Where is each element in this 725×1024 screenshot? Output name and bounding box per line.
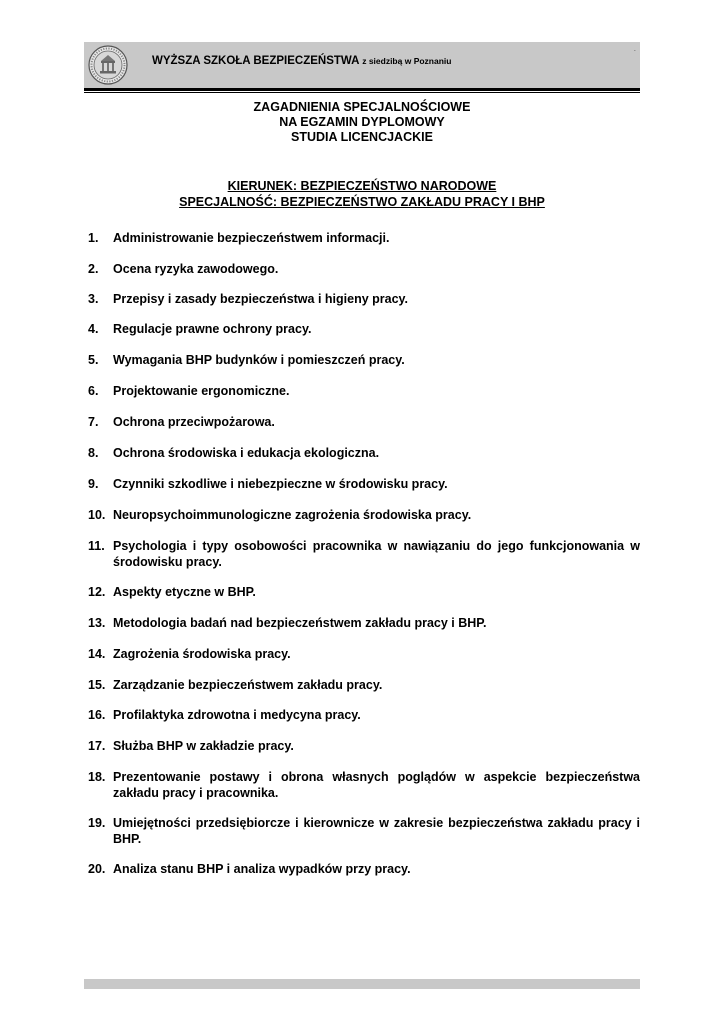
topic-item — [88, 291, 640, 307]
topic-text: Ochrona środowiska i edukacja ekologiczna. — [113, 446, 380, 460]
topic-number: 15. — [88, 678, 106, 692]
topic-text: Czynniki szkodliwe i niebezpieczne w środowisku pracy. — [113, 477, 448, 491]
topic-text: Wymagania BHP budynków i pomieszczeń pracy. — [113, 353, 405, 367]
topic-number: 18. — [88, 770, 106, 784]
topic-text: Metodologia badań nad bezpieczeństwem zakładu pracy i BHP. — [113, 616, 487, 630]
topic-text: Służba BHP w zakładzie pracy. — [113, 739, 294, 753]
topic-text: Psychologia i typy osobowości pracownika w nawiązaniu do jego funkcjonowania w środowisku pracy. — [113, 539, 640, 569]
topic-text: Regulacje prawne ochrony pracy. — [113, 322, 312, 336]
direction-heading: KIERUNEK: BEZPIECZEŃSTWO NARODOWE — [227, 179, 497, 193]
topic-number: 19. — [88, 816, 106, 830]
topic-text: Analiza stanu BHP i analiza wypadków przy pracy. — [113, 862, 411, 876]
footer-bar — [84, 979, 640, 989]
title-line-2: NA EGZAMIN DYPLOMOWY — [279, 115, 445, 129]
topic-item — [88, 445, 640, 461]
topic-text: Profilaktyka zdrowotna i medycyna pracy. — [113, 708, 361, 722]
topic-item — [88, 646, 640, 662]
topic-item — [88, 414, 640, 430]
title-line-3: STUDIA LICENCJACKIE — [291, 130, 433, 144]
topic-item — [88, 677, 640, 693]
header-rule-thin — [84, 92, 640, 93]
topic-item — [88, 230, 640, 246]
topic-number: 2. — [88, 262, 99, 276]
topic-number: 14. — [88, 647, 106, 661]
topic-item — [88, 476, 640, 492]
topic-item — [88, 538, 640, 570]
topic-item — [88, 707, 640, 723]
topic-item — [88, 615, 640, 631]
topic-number: 8. — [88, 446, 99, 460]
topic-text: Ochrona przeciwpożarowa. — [113, 415, 275, 429]
topic-text: Projektowanie ergonomiczne. — [113, 384, 290, 398]
topic-text: Ocena ryzyka zawodowego. — [113, 262, 279, 276]
topic-item — [88, 769, 640, 801]
topic-item — [88, 261, 640, 277]
topic-item — [88, 861, 640, 877]
topic-item — [88, 352, 640, 368]
topic-number: 9. — [88, 477, 99, 491]
document-subtitle — [84, 178, 640, 210]
topic-number: 3. — [88, 292, 99, 306]
topic-number: 7. — [88, 415, 99, 429]
topic-text: Przepisy i zasady bezpieczeństwa i higieny pracy. — [113, 292, 409, 306]
topic-number: 16. — [88, 708, 106, 722]
topic-number: 1. — [88, 231, 99, 245]
topic-text: Administrowanie bezpieczeństwem informacji. — [113, 231, 390, 245]
corner-mark: . — [633, 44, 636, 53]
school-location: z siedzibą w Poznaniu — [362, 56, 452, 66]
topic-item — [88, 383, 640, 399]
header-rule — [84, 88, 640, 91]
topic-number: 6. — [88, 384, 99, 398]
school-name: WYŻSZA SZKOŁA BEZPIECZEŃSTWA — [152, 55, 359, 67]
topic-item — [88, 584, 640, 600]
topic-item — [88, 507, 640, 523]
topic-item — [88, 738, 640, 754]
topic-text: Umiejętności przedsiębiorcze i kierownicze w zakresie bezpieczeństwa zakładu pracy i BHP. — [113, 816, 640, 846]
topic-text: Prezentowanie postawy i obrona własnych poglądów w aspekcie bezpieczeństwa zakładu pracy i pracownika. — [113, 770, 640, 800]
topic-number: 20. — [88, 862, 106, 876]
topic-number: 10. — [88, 508, 106, 522]
topic-number: 17. — [88, 739, 106, 753]
school-name-line — [152, 55, 451, 67]
document-header — [84, 42, 640, 88]
topic-text: Zagrożenia środowiska pracy. — [113, 647, 291, 661]
title-line-1: ZAGADNIENIA SPECJALNOŚCIOWE — [253, 100, 471, 114]
topic-text: Neuropsychoimmunologiczne zagrożenia środowiska pracy. — [113, 508, 472, 522]
topic-number: 4. — [88, 322, 99, 336]
topic-item — [88, 321, 640, 337]
topic-number: 12. — [88, 585, 106, 599]
specialization-heading: SPECJALNOŚĆ: BEZPIECZEŃSTWO ZAKŁADU PRACY I BHP — [179, 195, 545, 209]
topic-item — [88, 815, 640, 847]
topic-number: 5. — [88, 353, 99, 367]
document-title — [84, 100, 640, 145]
topic-number: 13. — [88, 616, 106, 630]
topic-number: 11. — [88, 539, 105, 553]
topic-text: Aspekty etyczne w BHP. — [113, 585, 256, 599]
school-emblem-icon — [88, 45, 128, 85]
topic-text: Zarządzanie bezpieczeństwem zakładu pracy. — [113, 678, 383, 692]
